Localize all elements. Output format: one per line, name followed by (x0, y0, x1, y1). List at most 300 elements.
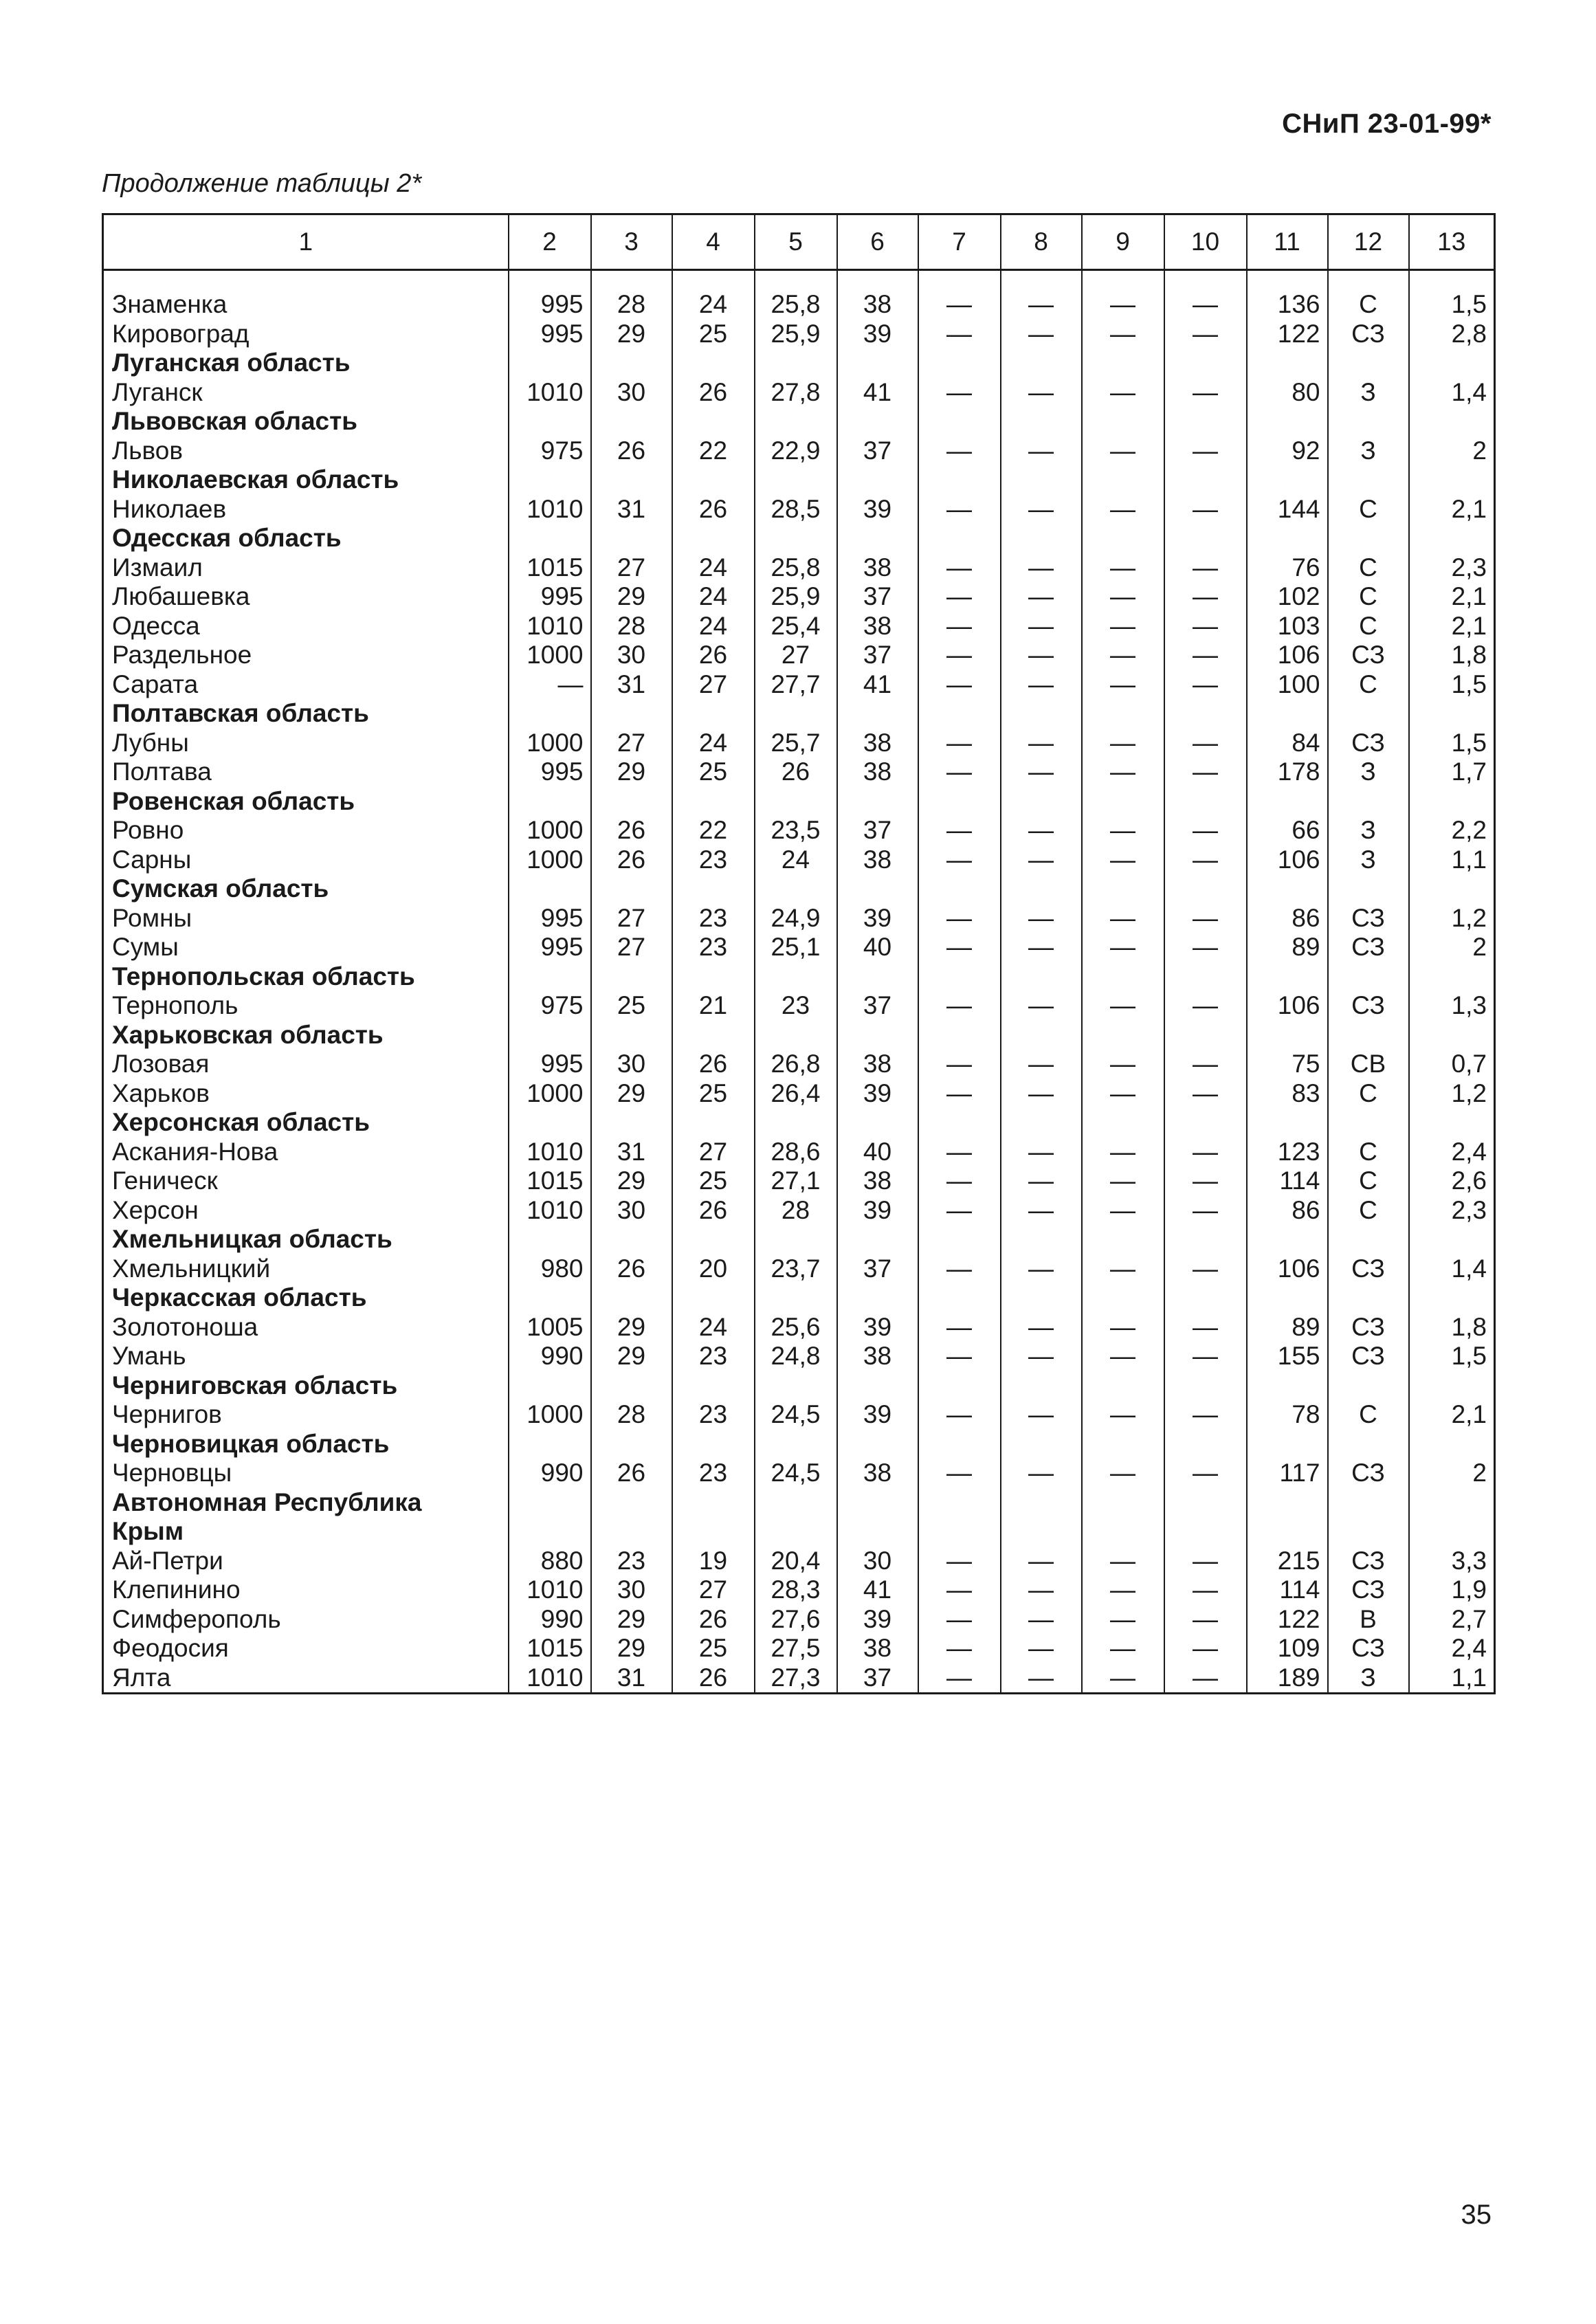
empty-cell (755, 699, 837, 729)
region-name: Полтавская область (112, 699, 369, 727)
table-cell: 28 (755, 1196, 837, 1226)
table-row (103, 845, 1495, 875)
region-row (103, 465, 1495, 495)
table-cell: — (918, 1050, 1001, 1079)
table-cell: С (1328, 582, 1409, 612)
table-cell: 24,5 (755, 1400, 837, 1430)
table-cell: 38 (837, 1050, 918, 1079)
table-cell: 995 (509, 582, 591, 612)
table-cell: — (1082, 1050, 1164, 1079)
table-cell: — (1164, 729, 1247, 758)
table-cell: 27 (591, 904, 672, 933)
region-name: Николаевская область (112, 465, 399, 494)
empty-cell (1164, 465, 1247, 495)
table-cell: 78 (1247, 1400, 1328, 1430)
table-cell: — (1164, 816, 1247, 845)
table-cell: 23 (672, 1342, 755, 1371)
table-header-row (103, 214, 1495, 270)
station-name: Ровно (112, 816, 184, 844)
empty-cell (509, 1430, 591, 1459)
region-row (103, 787, 1495, 817)
empty-cell (755, 874, 837, 904)
table-cell: 1,1 (1409, 1663, 1495, 1694)
station-name: Львов (112, 436, 184, 465)
table-cell: 25 (591, 991, 672, 1021)
table-cell: 38 (837, 612, 918, 641)
table-cell: 25 (672, 1634, 755, 1663)
table-cell: 23 (672, 1459, 755, 1488)
table-cell: 155 (1247, 1342, 1328, 1371)
empty-cell (1409, 407, 1495, 436)
table-cell: 26 (672, 641, 755, 670)
empty-cell (837, 1488, 918, 1518)
table-cell: — (1001, 1663, 1082, 1694)
table-cell: 25,7 (755, 729, 837, 758)
table-cell: — (918, 1079, 1001, 1109)
table-cell: 144 (1247, 495, 1328, 524)
table-cell: 1015 (509, 1634, 591, 1663)
table-cell: — (1164, 1605, 1247, 1635)
table-cell: 25,9 (755, 320, 837, 349)
empty-cell (1164, 407, 1247, 436)
empty-cell (918, 787, 1001, 817)
table-cell: 1,5 (1409, 729, 1495, 758)
region-name: Херсонская область (112, 1108, 370, 1136)
station-name: Раздельное (112, 641, 252, 669)
empty-cell (918, 1225, 1001, 1254)
table-cell: 114 (1247, 1166, 1328, 1196)
empty-cell (918, 1108, 1001, 1138)
table-cell: СЗ (1328, 320, 1409, 349)
empty-cell (1082, 1283, 1164, 1313)
table-row (103, 1050, 1495, 1079)
empty-cell (672, 1283, 755, 1313)
empty-cell (672, 524, 755, 553)
table-cell: — (1164, 1400, 1247, 1430)
empty-cell (1247, 962, 1328, 992)
table-cell: З (1328, 757, 1409, 787)
table-cell: 27 (672, 1575, 755, 1605)
column-header: 4 (672, 214, 755, 270)
empty-cell (1247, 874, 1328, 904)
empty-cell (1082, 465, 1164, 495)
empty-cell (1328, 407, 1409, 436)
empty-cell (1328, 465, 1409, 495)
empty-cell (1001, 1371, 1082, 1401)
column-header: 9 (1082, 214, 1164, 270)
table-cell: 31 (591, 1663, 672, 1694)
column-header: 2 (509, 214, 591, 270)
table-cell: — (918, 845, 1001, 875)
table-row (103, 612, 1495, 641)
table-cell: З (1328, 1663, 1409, 1694)
table-cell: — (1164, 1547, 1247, 1576)
table-cell: С (1328, 495, 1409, 524)
empty-cell (1082, 1021, 1164, 1050)
station-name: Полтава (112, 757, 212, 786)
table-row (103, 1575, 1495, 1605)
table-cell: — (1082, 582, 1164, 612)
table-cell: 1,5 (1409, 670, 1495, 700)
table-cell: 1,8 (1409, 641, 1495, 670)
region-name: Львовская область (112, 407, 357, 435)
region-row (103, 1488, 1495, 1518)
empty-cell (672, 1108, 755, 1138)
table-cell: С (1328, 553, 1409, 583)
table-cell: 30 (837, 1547, 918, 1576)
table-cell: 39 (837, 1313, 918, 1342)
table-cell: 189 (1247, 1663, 1328, 1694)
table-cell: 38 (837, 845, 918, 875)
table-cell: — (1164, 1342, 1247, 1371)
table-row (103, 991, 1495, 1021)
table-cell: 1,1 (1409, 845, 1495, 875)
table-cell: 109 (1247, 1634, 1328, 1663)
table-cell: — (1164, 553, 1247, 583)
table-cell: 24 (672, 553, 755, 583)
empty-cell (672, 1371, 755, 1401)
table-cell: 29 (591, 757, 672, 787)
empty-cell (1001, 1283, 1082, 1313)
table-cell: 2 (1409, 436, 1495, 466)
table-caption: Продолжение таблицы 2* (102, 169, 422, 198)
station-name: Знаменка (112, 290, 228, 318)
empty-cell (1001, 787, 1082, 817)
table-cell: — (1082, 729, 1164, 758)
empty-cell (591, 1225, 672, 1254)
table-cell: 25,4 (755, 612, 837, 641)
table-cell: — (1082, 904, 1164, 933)
empty-cell (509, 699, 591, 729)
station-name: Умань (112, 1342, 186, 1370)
table-row (103, 378, 1495, 408)
empty-cell (755, 1430, 837, 1459)
empty-cell (918, 524, 1001, 553)
table-cell: З (1328, 378, 1409, 408)
table-cell: 995 (509, 933, 591, 962)
table-cell: — (918, 757, 1001, 787)
table-cell: — (1082, 1663, 1164, 1694)
table-cell: 26 (755, 757, 837, 787)
empty-cell (591, 524, 672, 553)
empty-cell (918, 465, 1001, 495)
empty-cell (755, 1283, 837, 1313)
table-cell: 19 (672, 1547, 755, 1576)
empty-cell (1409, 1021, 1495, 1050)
empty-cell (837, 465, 918, 495)
station-name: Луганск (112, 377, 203, 406)
table-cell: 27,7 (755, 670, 837, 700)
empty-cell (1328, 1371, 1409, 1401)
table-cell: — (1164, 436, 1247, 466)
table-cell: — (1164, 320, 1247, 349)
table-cell: — (1001, 436, 1082, 466)
empty-cell (1164, 874, 1247, 904)
empty-cell (755, 787, 837, 817)
table-cell: 39 (837, 1400, 918, 1430)
empty-cell (672, 1225, 755, 1254)
table-cell: 1000 (509, 1079, 591, 1109)
table-row (103, 1634, 1495, 1663)
empty-cell (755, 524, 837, 553)
table-cell: 1010 (509, 1663, 591, 1694)
table-cell: 38 (837, 270, 918, 320)
empty-cell (1328, 1225, 1409, 1254)
station-name: Симферополь (112, 1604, 281, 1633)
region-row (103, 348, 1495, 378)
table-cell: 25 (672, 320, 755, 349)
table-row (103, 1079, 1495, 1109)
table-cell: 84 (1247, 729, 1328, 758)
station-name: Сарны (112, 845, 192, 874)
station-name: Тернополь (112, 991, 239, 1019)
table-cell: — (918, 933, 1001, 962)
table-cell: 995 (509, 757, 591, 787)
table-cell: С (1328, 612, 1409, 641)
table-cell: 2,4 (1409, 1634, 1495, 1663)
empty-cell (1409, 1371, 1495, 1401)
empty-cell (1328, 1517, 1409, 1547)
empty-cell (918, 407, 1001, 436)
empty-cell (591, 465, 672, 495)
empty-cell (1328, 1283, 1409, 1313)
empty-cell (755, 1225, 837, 1254)
station-name: Аскания-Нова (112, 1137, 278, 1166)
region-row (103, 1225, 1495, 1254)
table-cell: 31 (591, 1138, 672, 1167)
table-cell: СЗ (1328, 991, 1409, 1021)
table-cell: 975 (509, 991, 591, 1021)
table-cell: — (918, 1254, 1001, 1284)
empty-cell (1409, 1283, 1495, 1313)
table-cell: — (918, 1313, 1001, 1342)
table-cell: 24 (755, 845, 837, 875)
table-cell: 30 (591, 1196, 672, 1226)
table-cell: — (918, 729, 1001, 758)
table-cell: 2,1 (1409, 582, 1495, 612)
table-cell: — (1001, 270, 1082, 320)
empty-cell (755, 962, 837, 992)
station-name: Николаев (112, 494, 227, 523)
region-name: Тернопольская область (112, 962, 415, 991)
table-cell: 27 (672, 1138, 755, 1167)
table-cell: 38 (837, 1459, 918, 1488)
table-cell: 2,3 (1409, 553, 1495, 583)
table-cell: В (1328, 1605, 1409, 1635)
table-cell: 28 (591, 612, 672, 641)
empty-cell (918, 962, 1001, 992)
table-cell: СЗ (1328, 933, 1409, 962)
empty-cell (755, 348, 837, 378)
table-cell: 26 (672, 378, 755, 408)
table-cell: — (918, 1634, 1001, 1663)
region-row (103, 962, 1495, 992)
station-name: Одесса (112, 611, 200, 640)
table-cell: 990 (509, 1459, 591, 1488)
table-row (103, 670, 1495, 700)
table-cell: 89 (1247, 933, 1328, 962)
table-cell: — (1001, 1605, 1082, 1635)
table-row (103, 816, 1495, 845)
empty-cell (837, 962, 918, 992)
table-row (103, 1254, 1495, 1284)
empty-cell (672, 874, 755, 904)
table-cell: 106 (1247, 641, 1328, 670)
region-name: Ровенская область (112, 786, 355, 815)
table-cell: — (1164, 1459, 1247, 1488)
empty-cell (1328, 1430, 1409, 1459)
table-cell: С (1328, 1166, 1409, 1196)
table-row (103, 757, 1495, 787)
table-cell: — (1164, 1050, 1247, 1079)
empty-cell (591, 1488, 672, 1518)
table-cell: — (1001, 1050, 1082, 1079)
table-cell: — (1001, 582, 1082, 612)
table-cell: 215 (1247, 1547, 1328, 1576)
document-code: СНиП 23-01-99* (1282, 109, 1492, 139)
table-cell: — (918, 1166, 1001, 1196)
empty-cell (672, 465, 755, 495)
empty-cell (1328, 874, 1409, 904)
empty-cell (837, 874, 918, 904)
table-cell: 23 (672, 904, 755, 933)
table-cell: 2 (1409, 933, 1495, 962)
empty-cell (1001, 524, 1082, 553)
column-header: 11 (1247, 214, 1328, 270)
table-cell: 1000 (509, 845, 591, 875)
empty-cell (1409, 787, 1495, 817)
table-cell: 1010 (509, 1138, 591, 1167)
empty-cell (837, 787, 918, 817)
table-cell: 995 (509, 320, 591, 349)
table-cell: 990 (509, 1605, 591, 1635)
table-cell: — (1001, 1634, 1082, 1663)
table-cell: — (1164, 904, 1247, 933)
empty-cell (1409, 1517, 1495, 1547)
table-cell: — (918, 378, 1001, 408)
table-row (103, 582, 1495, 612)
table-cell: 27,6 (755, 1605, 837, 1635)
empty-cell (509, 874, 591, 904)
empty-cell (1001, 962, 1082, 992)
table-cell: 23,7 (755, 1254, 837, 1284)
table-cell: — (1082, 495, 1164, 524)
empty-cell (1082, 787, 1164, 817)
table-cell: — (1082, 320, 1164, 349)
region-row (103, 1371, 1495, 1401)
empty-cell (1409, 1108, 1495, 1138)
table-cell: 2,1 (1409, 612, 1495, 641)
table-cell: 1015 (509, 553, 591, 583)
region-row (103, 524, 1495, 553)
empty-cell (918, 348, 1001, 378)
table-cell: 117 (1247, 1459, 1328, 1488)
table-cell: — (918, 1663, 1001, 1694)
empty-cell (591, 874, 672, 904)
empty-cell (672, 1517, 755, 1547)
empty-cell (1164, 348, 1247, 378)
table-cell: 39 (837, 320, 918, 349)
table-cell: 27,8 (755, 378, 837, 408)
station-name: Херсон (112, 1195, 199, 1224)
table-cell: — (1164, 612, 1247, 641)
empty-cell (672, 348, 755, 378)
table-cell: — (918, 1575, 1001, 1605)
table-cell: 39 (837, 1196, 918, 1226)
table-cell: — (1164, 1575, 1247, 1605)
table-row (103, 1663, 1495, 1694)
table-cell: — (1164, 1196, 1247, 1226)
table-cell: 38 (837, 757, 918, 787)
empty-cell (672, 699, 755, 729)
table-cell: 1000 (509, 641, 591, 670)
table-cell: — (918, 641, 1001, 670)
table-cell: — (1164, 757, 1247, 787)
empty-cell (672, 962, 755, 992)
table-cell: — (1001, 378, 1082, 408)
empty-cell (672, 407, 755, 436)
empty-cell (591, 787, 672, 817)
table-cell: — (1164, 1079, 1247, 1109)
empty-cell (837, 1430, 918, 1459)
table-cell: З (1328, 436, 1409, 466)
table-cell: — (918, 1459, 1001, 1488)
table-cell: 122 (1247, 1605, 1328, 1635)
empty-cell (1082, 348, 1164, 378)
table-cell: 26 (591, 1254, 672, 1284)
region-name: Хмельницкая область (112, 1225, 392, 1253)
table-cell: 38 (837, 1342, 918, 1371)
table-cell: 39 (837, 1605, 918, 1635)
table-cell: — (1001, 1196, 1082, 1226)
table-cell: СЗ (1328, 1459, 1409, 1488)
empty-cell (918, 1488, 1001, 1518)
table-row (103, 553, 1495, 583)
empty-cell (918, 874, 1001, 904)
table-cell: — (1164, 1166, 1247, 1196)
table-cell: — (1164, 270, 1247, 320)
table-cell: 27 (591, 553, 672, 583)
table-cell: 102 (1247, 582, 1328, 612)
table-cell: 37 (837, 436, 918, 466)
empty-cell (1082, 1517, 1164, 1547)
table-cell: 26 (672, 1663, 755, 1694)
empty-cell (755, 465, 837, 495)
table-cell: — (1082, 1575, 1164, 1605)
empty-cell (1082, 962, 1164, 992)
table-row (103, 270, 1495, 320)
empty-cell (591, 1430, 672, 1459)
table-cell: 28 (591, 1400, 672, 1430)
station-name: Кировоград (112, 319, 250, 348)
table-row (103, 1196, 1495, 1226)
table-cell: 27,5 (755, 1634, 837, 1663)
empty-cell (1247, 1225, 1328, 1254)
table-cell: — (918, 904, 1001, 933)
table-cell: 27 (591, 933, 672, 962)
table-cell: СЗ (1328, 729, 1409, 758)
table-cell: — (1082, 641, 1164, 670)
table-cell: 1,2 (1409, 904, 1495, 933)
station-name: Хмельницкий (112, 1254, 271, 1283)
region-name: Одесская область (112, 524, 342, 552)
empty-cell (1328, 699, 1409, 729)
table-cell: 30 (591, 378, 672, 408)
empty-cell (509, 1517, 591, 1547)
table-cell: 23 (755, 991, 837, 1021)
table-cell: — (1001, 729, 1082, 758)
table-cell: 75 (1247, 1050, 1328, 1079)
